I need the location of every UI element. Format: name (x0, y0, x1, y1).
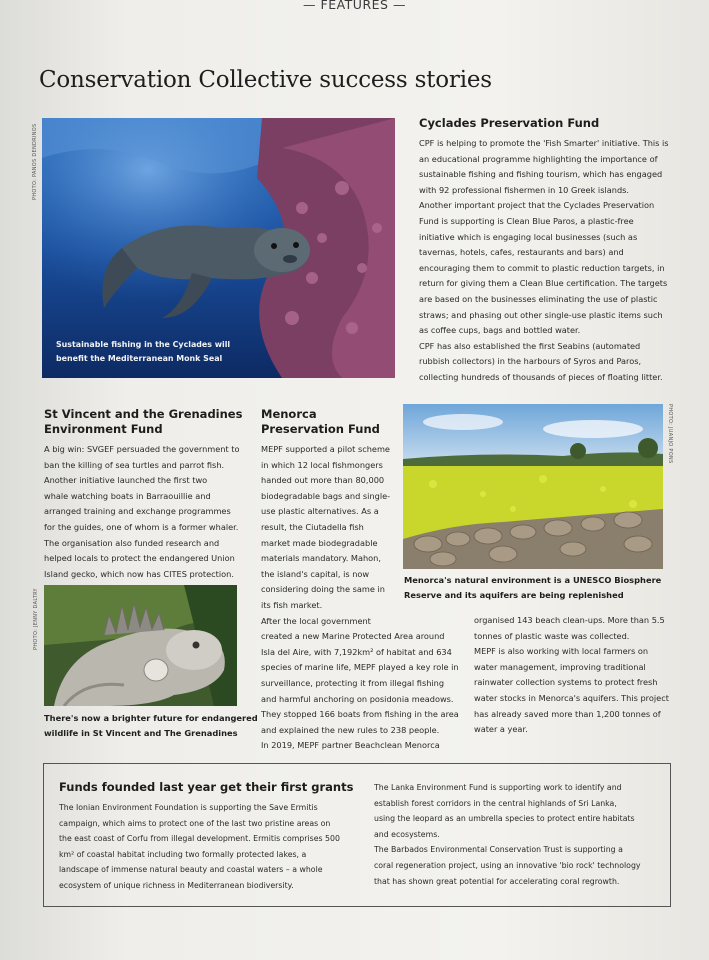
svg-title-line1: St Vincent and the Grenadines (44, 407, 243, 421)
new-funds-box (43, 763, 671, 907)
svg-title (44, 407, 242, 437)
section-kicker: — FEATURES — (303, 0, 406, 12)
cpf-photo-caption: Sustainable fishing in the Cyclades will benefit the Mediterranean Monk Seal (56, 340, 231, 363)
svg-body: A big win: SVGEF persuaded the government to ban the killing of sea turtles and parrot fish. Another initiative launched the first two whale watching boats in Barraouillie and arranged training and exchange programmes for the guides, one of whom is a former whaler. The organisation also funded research and helped locals to protect the endangered Union Island gecko, which now has CITES protection. (44, 444, 240, 579)
funds-box-col1: The Ionian Environment Foundation is supporting the Save Ermitis campaign, which aims to protect one of the last two pristine areas on the east coast of Corfu from illegal development. Ermitis comprises 500 km² of coastal habitat including two formally protected lakes, a landscape of immense natural beauty and coastal waters – a whole ecosystem of unique richness in Mediterranean biodiversity. (59, 803, 340, 890)
menorca-meadow-photo (403, 404, 663, 569)
menorca-title (261, 407, 380, 437)
cpf-body: CPF is helping to promote the 'Fish Smarter' initiative. This is an educational programme highlighting the importance of sustainable fishing and fishing tourism, which has engaged with 92 professional fishermen in 10 Greek islands. Another important project that the Cyclades Preservation Fund is supporting is Clean Blue Paros, a plastic-free initiative which is engaging local businesses (such as tavernas, hotels, cafes, restaurants and bars) and encouraging them to commit to plastic reduction targets, in return for giving them a Clean Blue certification. The targets are based on the businesses eliminating the use of plastic straws; and phasing out other single-use plastic items such as coffee cups, bags and bottled water. CPF has also established the first Seabins (automated rubbish collectors) in the harbours of Syros and Paros, collecting hundreds of thousands of pieces of floating litter. (419, 138, 669, 382)
menorca-title-line1: Menorca (261, 407, 317, 421)
funds-box-col2: The Lanka Environment Fund is supporting work to identify and establish forest corridors in the central highlands of Sri Lanka, using the leopard as an umbrella species to protect entire habitats and ecosystems. The Barbados Environmental Conservation Trust is supporting a coral regeneration project, using an innovative 'bio rock' technology that has shown great potential for accelerating coral regrowth. (374, 783, 641, 886)
menorca-photo-caption: Menorca's natural environment is a UNESCO Biosphere Reserve and its aquifers are being replenished (404, 575, 662, 600)
svg-photo-credit: PHOTO: JENNY DALTRY (33, 588, 39, 650)
svg-title-line2: Environment Fund (44, 422, 163, 436)
iguana-photo (44, 585, 237, 706)
funds-box-title: Funds founded last year get their first grants (59, 780, 354, 794)
menorca-title-line2: Preservation Fund (261, 422, 380, 436)
page-title: Conservation Collective success stories (39, 67, 492, 93)
cpf-title: Cyclades Preservation Fund (419, 116, 600, 130)
svg-photo-caption: There's now a brighter future for endangered wildlife in St Vincent and The Grenadines (44, 713, 258, 738)
cpf-photo-credit: PHOTO: PANOS DENDRINOS (32, 123, 38, 200)
menorca-body-col2: organised 143 beach clean-ups. More than 5.5 tonnes of plastic waste was collected. MEPF is also working with local farmers on water management, improving traditional rainwater collection systems to protect fresh water stocks in Menorca's aquifers. This project has already saved more than 1,200 tonnes of water a year. (474, 615, 669, 735)
menorca-photo-credit: PHOTO: JUANJO PONS (667, 404, 673, 464)
menorca-body-col1: MEPF supported a pilot scheme in which 12 local fishmongers handed out more than 80,000 biodegradable bags and single- use plastic alternatives. As a result, the Ciutadella fish market made biodegradable materials mandatory. Mahon, the island's capital, is now considering doing the same in its fish market. After the local government created a new Marine Protected Area around Isla del Aire, with 7,192km² of habitat and 634 species of marine life, MEPF played a key role in surveillance, protecting it from illegal fishing and harmful anchoring on posidonia meadows. They stopped 166 boats from fishing in the area and explained the new rules to 238 people. In 2019, MEPF partner Beachclean Menorca (261, 444, 459, 751)
